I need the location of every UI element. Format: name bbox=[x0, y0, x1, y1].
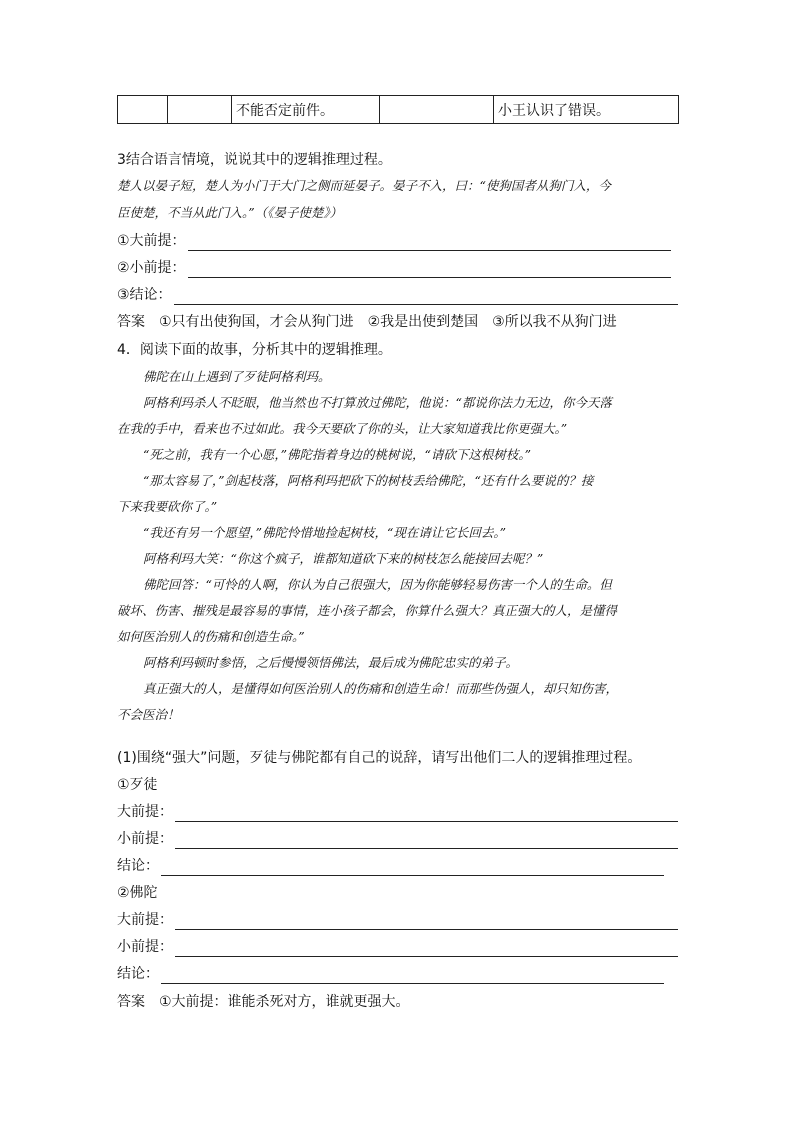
buddha-minor-premise-field[interactable] bbox=[117, 937, 678, 957]
story-line: 破坏、伤害、摧残是最容易的事情，连小孩子都会，你算什么强大？真正强大的人，是懂得 bbox=[117, 603, 618, 618]
story-line: 在我的手中，看来也不过如此。我今天要砍了你的头，让大家知道我比你更强大。” bbox=[117, 421, 568, 436]
field-label: ①大前提： bbox=[117, 233, 186, 249]
table-cell: 小王认识了错误。 bbox=[494, 96, 679, 124]
field-label: 大前提： bbox=[117, 912, 173, 928]
blank-line[interactable] bbox=[175, 942, 678, 957]
q3-minor-premise-field[interactable] bbox=[117, 258, 671, 278]
field-label: 小前提： bbox=[117, 939, 173, 955]
q3-title: 3结合语言情境，说说其中的逻辑推理过程。 bbox=[117, 152, 392, 168]
story-line: “那太容易了，”剑起枝落，阿格利玛把砍下的树枝丢给佛陀，“还有什么要说的？接 bbox=[143, 473, 594, 488]
story-line: “死之前，我有一个心愿，”佛陀指着身边的桃树说，“请砍下这根树枝。” bbox=[143, 447, 532, 462]
field-label: ②小前提： bbox=[117, 260, 186, 276]
table-cell bbox=[168, 96, 232, 124]
blank-line[interactable] bbox=[161, 969, 664, 984]
table-cell bbox=[380, 96, 494, 124]
story-line: 阿格利玛顿时参悟，之后慢慢领悟佛法，最后成为佛陀忠实的弟子。 bbox=[143, 655, 519, 670]
blank-line[interactable] bbox=[188, 236, 671, 251]
q3-quote-line-1: 楚人以晏子短，楚人为小门于大门之侧而延晏子。晏子不入，曰：“使狗国者从狗门入，今 bbox=[117, 178, 611, 193]
story-line: 如何医治别人的伤痛和创造生命。” bbox=[117, 629, 305, 644]
robber-major-premise-field[interactable] bbox=[117, 802, 678, 822]
q4-story bbox=[117, 367, 679, 725]
story-line: 佛陀在山上遇到了歹徒阿格利玛。 bbox=[143, 369, 331, 384]
story-line: 佛陀回答：“可怜的人啊，你认为自己很强大，因为你能够轻易伤害一个人的生命。但 bbox=[143, 577, 612, 592]
blank-line[interactable] bbox=[175, 807, 678, 822]
field-label: 结论： bbox=[117, 858, 159, 874]
robber-conclusion-field[interactable] bbox=[117, 856, 664, 876]
blank-line[interactable] bbox=[175, 834, 678, 849]
table-cell bbox=[118, 96, 168, 124]
robber-heading: ①歹徒 bbox=[117, 777, 158, 793]
table-cell: 不能否定前件。 bbox=[232, 96, 380, 124]
buddha-conclusion-field[interactable] bbox=[117, 964, 664, 984]
answer-item: ①只有出使狗国，才会从狗门进 bbox=[159, 314, 354, 330]
story-line: “我还有另一个愿望，”佛陀怜惜地捡起树枝，“现在请让它长回去。” bbox=[143, 525, 507, 540]
answer-item: ②我是出使到楚国 bbox=[367, 314, 479, 330]
table-row bbox=[118, 96, 679, 124]
buddha-major-premise-field[interactable] bbox=[117, 910, 678, 930]
q4-answer bbox=[117, 992, 410, 1012]
field-label: ③结论： bbox=[117, 287, 172, 303]
q3-major-premise-field[interactable] bbox=[117, 231, 671, 251]
story-line: 真正强大的人，是懂得如何医治别人的伤痛和创造生命！而那些伪强人，却只知伤害， bbox=[143, 681, 619, 696]
table-fragment bbox=[117, 95, 679, 124]
buddha-heading: ②佛陀 bbox=[117, 885, 158, 901]
q4-sub-question-1: (1)围绕“强大”问题，歹徒与佛陀都有自己的说辞，请写出他们二人的逻辑推理过程。 bbox=[117, 750, 642, 766]
blank-line[interactable] bbox=[174, 290, 678, 305]
answer-tag: 答案 bbox=[117, 314, 145, 330]
robber-minor-premise-field[interactable] bbox=[117, 829, 678, 849]
q3-conclusion-field[interactable] bbox=[117, 285, 678, 305]
story-line: 阿格利玛大笑：“你这个疯子，谁都知道砍下来的树枝怎么能接回去呢？” bbox=[143, 551, 544, 566]
answer-item: ③所以我不从狗门进 bbox=[492, 314, 617, 330]
blank-line[interactable] bbox=[188, 263, 671, 278]
field-label: 小前提： bbox=[117, 831, 173, 847]
q4-title: 4．阅读下面的故事，分析其中的逻辑推理。 bbox=[117, 342, 392, 358]
blank-line[interactable] bbox=[161, 861, 664, 876]
q3-answer bbox=[117, 312, 617, 332]
field-label: 结论： bbox=[117, 966, 159, 982]
answer-item: ①大前提：谁能杀死对方，谁就更强大。 bbox=[159, 994, 410, 1010]
story-line: 阿格利玛杀人不眨眼，他当然也不打算放过佛陀，他说：“都说你法力无边，你今天落 bbox=[143, 395, 612, 410]
field-label: 大前提： bbox=[117, 804, 173, 820]
answer-tag: 答案 bbox=[117, 994, 145, 1010]
story-line: 下来我要砍你了。” bbox=[117, 499, 218, 514]
blank-line[interactable] bbox=[175, 915, 678, 930]
q3-quote-line-2: 臣使楚，不当从此门入。”（《晏子使楚》） bbox=[117, 205, 343, 220]
story-line: 不会医治！ bbox=[117, 707, 180, 722]
